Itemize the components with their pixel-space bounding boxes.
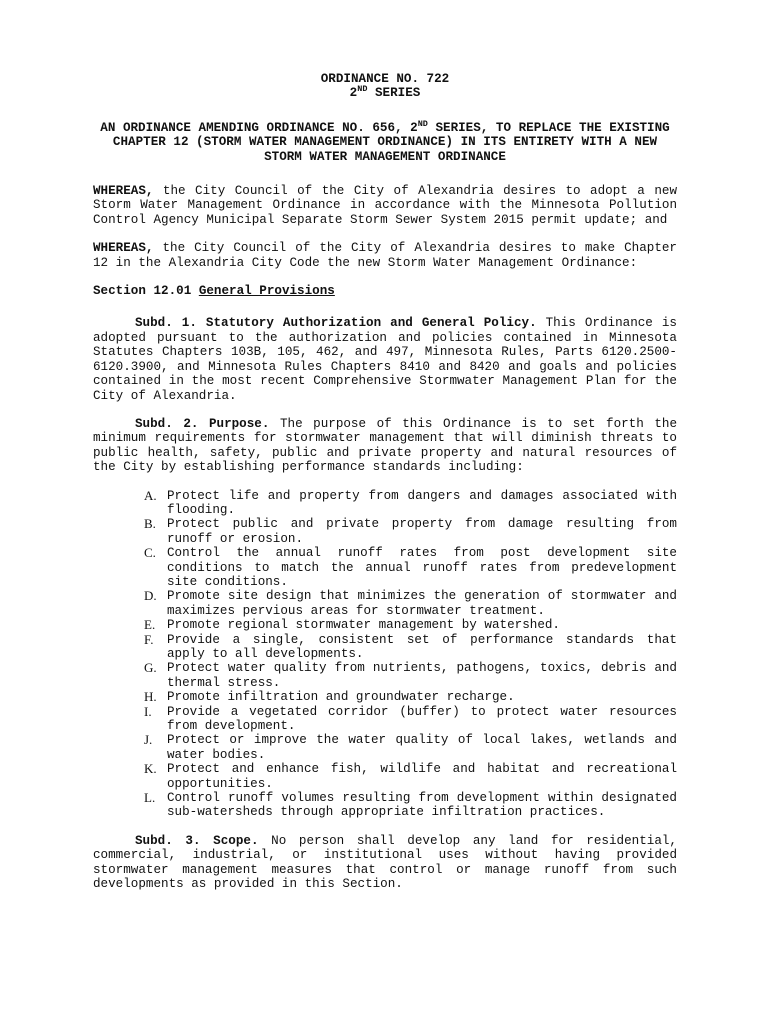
subdivision-3 xyxy=(93,834,677,892)
purpose-text: Protect and enhance fish, wildlife and habitat and recreational opportunities. xyxy=(167,762,677,791)
ordinance-number-text: ORDINANCE NO. 722 xyxy=(320,72,450,86)
subdivision-1 xyxy=(93,316,677,402)
purpose-text: Promote site design that minimizes the generation of stormwater and maximizes pervious areas for stormwater treatment. xyxy=(167,589,677,618)
purpose-letter: D. xyxy=(144,588,157,604)
subdivision-3-label: Subd. 3. Scope. xyxy=(135,833,259,848)
purpose-letter: H. xyxy=(144,689,157,705)
purpose-letter: C. xyxy=(144,545,156,561)
whereas-text: the City Council of the City of Alexandria desires to make Chapter 12 in the Alexandria City Code the new Storm Water Management Ordinance: xyxy=(93,241,677,270)
purpose-item xyxy=(144,516,677,546)
series-number: 2 xyxy=(349,86,358,101)
purpose-letter: G. xyxy=(144,660,157,676)
purpose-letter: I. xyxy=(144,703,152,719)
subdivision-2-text: The purpose of this Ordinance is to set forth the minimum requirements for stormwater management that will diminish threats to public health, safety, public and private property and natural resources of the City by establishing performance standards including: xyxy=(93,416,677,475)
purpose-text: Promote regional stormwater management by watershed. xyxy=(167,618,560,633)
purpose-letter: F. xyxy=(144,631,154,647)
purpose-text: Provide a vegetated corridor (buffer) to protect water resources from development. xyxy=(167,704,677,734)
ordinance-number xyxy=(93,72,677,86)
purpose-letter: J. xyxy=(144,732,153,748)
purpose-item xyxy=(144,545,677,589)
series-word: SERIES xyxy=(367,86,421,101)
subdivision-1-text: This Ordinance is adopted pursuant to the authorization and policies contained in Minnesota Statutes Chapters 103B, 105, 462, and 497, Minnesota Rules, Parts 6120.2500-6120.3900, and Minnesota Rules Chapters 8410 and 8420 and goals and policies contained in the most recent Comprehensive Stormwater Management Plan for the City of Alexandria. xyxy=(93,316,677,403)
subdivision-3-text: No person shall develop any land for residential, commercial, industrial, or institutional uses without having provided stormwater management measures that control or manage runoff from such developments as provided in this Section. xyxy=(93,833,677,892)
series-superscript: ND xyxy=(357,84,368,95)
whereas-clause-1 xyxy=(93,184,677,227)
purpose-text: Protect public and private property from damage resulting from runoff or erosion. xyxy=(167,517,677,546)
section-number: Section 12.01 xyxy=(93,284,199,299)
purpose-list xyxy=(93,489,677,820)
subdivision-2 xyxy=(93,417,677,475)
purpose-text: Protect water quality from nutrients, pathogens, toxics, debris and thermal stress. xyxy=(167,661,677,690)
purpose-item xyxy=(144,790,677,820)
whereas-text: the City Council of the City of Alexandria desires to adopt a new Storm Water Management Ordinance in accordance with the Minnesota Pollution Control Agency Municipal Separate Storm Sewer System 2015 permit update; and xyxy=(93,184,677,227)
purpose-text: Protect or improve the water quality of local lakes, wetlands and water bodies. xyxy=(167,733,677,762)
section-title: General Provisions xyxy=(198,284,335,299)
purpose-item xyxy=(144,660,677,690)
purpose-item xyxy=(144,761,677,791)
purpose-letter: K. xyxy=(144,761,157,777)
purpose-item xyxy=(144,689,677,705)
section-heading xyxy=(93,284,677,298)
purpose-text: Provide a single, consistent set of performance standards that apply to all developments. xyxy=(167,632,677,661)
purpose-letter: L. xyxy=(144,790,156,806)
purpose-text: Control runoff volumes resulting from development within designated sub-watersheds through appropriate infiltration practices. xyxy=(167,791,677,820)
ordinance-title xyxy=(93,118,677,164)
subdivision-2-label: Subd. 2. Purpose. xyxy=(135,416,270,431)
whereas-label: WHEREAS, xyxy=(93,241,154,256)
subdivision-1-label: Subd. 1. Statutory Authorization and General Policy. xyxy=(135,316,537,331)
purpose-item xyxy=(144,588,677,618)
purpose-item xyxy=(144,732,677,762)
purpose-item xyxy=(144,703,677,734)
purpose-item xyxy=(144,487,677,518)
purpose-letter: B. xyxy=(144,516,156,532)
purpose-letter: A. xyxy=(144,487,157,503)
ordinance-title-part2: SERIES, TO REPLACE THE EXISTING CHAPTER 12 (STORM WATER MANAGEMENT ORDINANCE) IN ITS ENTIRETY WITH A NEW STORM WATER MANAGEMENT ORDINANCE xyxy=(112,120,670,164)
purpose-text: Protect life and property from dangers and damages associated with flooding. xyxy=(167,488,677,517)
purpose-item xyxy=(144,617,677,633)
whereas-label: WHEREAS, xyxy=(93,184,154,199)
ordinance-series xyxy=(93,86,677,100)
purpose-item xyxy=(144,631,677,662)
purpose-text: Promote infiltration and groundwater recharge. xyxy=(167,690,515,705)
ordinance-title-part1: AN ORDINANCE AMENDING ORDINANCE NO. 656, 2 xyxy=(100,120,418,135)
whereas-clause-2 xyxy=(93,241,677,270)
ordinance-title-superscript: ND xyxy=(417,118,428,129)
purpose-text: Control the annual runoff rates from post development site conditions to match the annual runoff rates from predevelopment site conditions. xyxy=(167,546,677,589)
purpose-letter: E. xyxy=(144,617,156,633)
